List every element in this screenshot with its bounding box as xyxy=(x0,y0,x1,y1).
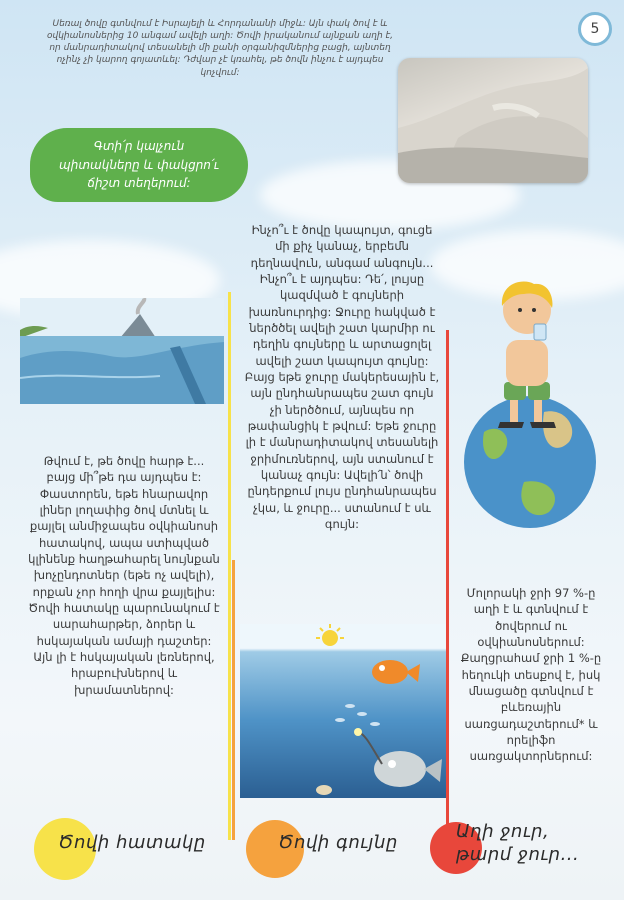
intro-paragraph: Սեռալ ծովը գտնվում է Իսրայելի և Հորդանանի միջև: Այն փակ ծով է և օվկիանոսներից 10 անգամ ավելի աղի: Ծովի իրականում այնքան աղի է, որ մանրադիտակով տեսանելի մի քանի օրգանիզմներից բացի, այնտեղ ոչինչ չի կարող գոյատևել: Դժվար չէ կռահել, թե ծովն ինչու է այդպես կոչվում: xyxy=(46,19,394,78)
page-number-badge xyxy=(578,12,612,46)
middle-accent-line xyxy=(232,560,235,840)
page-number: 5 xyxy=(590,21,600,37)
seafloor-title: Ծովի հատակը xyxy=(58,832,206,853)
volcano-icon xyxy=(20,298,224,404)
left-accent-line xyxy=(228,292,231,840)
sea-color-title: Ծովի գույնը xyxy=(278,832,398,853)
salt-water-paragraph: Մոլորակի ջրի 97 %-ը աղի է և գտնվում է ծովերում ու օվկիանոսներում: Քաղցրահամ ջրի 1 %-ը հեղուկի տեսքով է, իսկ մնացածը գտնվում է բևեռային սառցադաշտերում* և որելիֆո սառցակտորներում: xyxy=(460,586,602,764)
boy-drinking-on-globe-illustration xyxy=(454,262,614,532)
underwater-fish-illustration xyxy=(240,624,446,798)
right-accent-line xyxy=(446,330,449,840)
salt-water-title: Աղի ջուր, թարմ ջուր... xyxy=(456,821,580,866)
boy-on-globe-icon xyxy=(454,262,614,532)
sea-color-paragraph: Ինչո՞ւ է ծովը կապույտ, գուցե մի քիչ կանաչ, երբեմն դեղնավուն, անգամ անգույն... Ինչո՞ւ է այդպես: Դե՛, լույսը կազմված է գույների խառնուրդից: Ջուրը հակված է ներծծել ավելի շատ կարմիր ու դեղին գույները և արտացոլել ավելի շատ կապույտ գույնը: Բայց եթե ջուրը մակերեսային է, այն ընդհանրապես շատ գույն չի ներծծում, այնպես որ թափանցիկ է թվում: Եթե ջուրը լի է մանրադիտակով տեսանելի ջրիմուռներով, այն ստանում է կանաչ գույն: Ավելի՛ն՝ ծովի ընդերքում լույս ընդհանրապես չկա, և ջուրը... ստանում է սև գույն: xyxy=(244,223,440,531)
seafloor-paragraph: Թվում է, թե ծովը հարթ է... բայց մի՞թե դա այդպես է: Փաստորեն, եթե հնարավոր լիներ լողափից ծով մտնել և քայլել անմիջապես օվկիանոսի հատակով, ապա ստիպված կլինենք հաղթահարել նույնքան խոչընդոտներ (եթե ոչ ավելի), որքան չոր հողի վրա քայլելիս: Ծովի հատակը պարունակում է սարահարթեր, ձորեր և հսկայական ամայի դաշտեր: Այն լի է հսկայական լեռներով, հրաբուխներով և խրամատներով: xyxy=(28,454,220,697)
dead-sea-photo-icon xyxy=(398,58,588,183)
dead-sea-photo xyxy=(398,58,588,183)
volcano-seafloor-illustration xyxy=(20,298,224,404)
underwater-icon xyxy=(240,624,446,798)
sticker-instruction-bubble xyxy=(30,128,248,202)
sticker-instruction-text: Գտի՛ր կալչուն պիտակները և փակցրո՛ւ ճիշտ տեղերում: xyxy=(59,139,219,191)
